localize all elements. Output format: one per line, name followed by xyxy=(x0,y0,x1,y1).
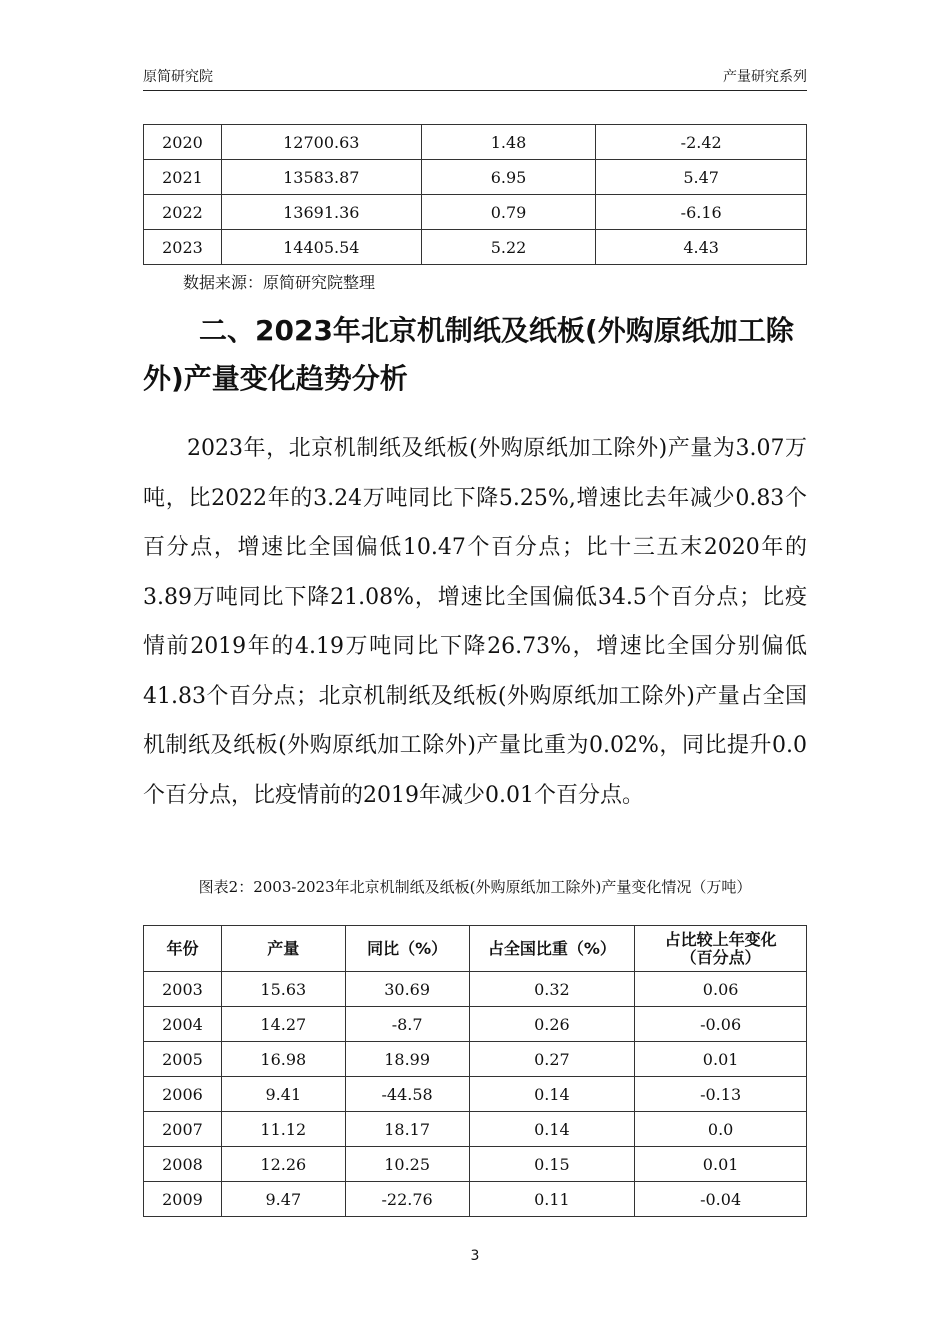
table-cell: 0.26 xyxy=(469,1007,635,1042)
table-cell: 30.69 xyxy=(345,972,469,1007)
table-cell: 10.25 xyxy=(345,1147,469,1182)
table-row xyxy=(144,1007,807,1042)
table-cell: 0.11 xyxy=(469,1182,635,1217)
table-cell: -8.7 xyxy=(345,1007,469,1042)
table-cell: 2020 xyxy=(144,125,222,160)
table-row xyxy=(144,125,807,160)
table-row xyxy=(144,1112,807,1147)
table-row xyxy=(144,230,807,265)
column-header: 占比较上年变化（百分点） xyxy=(635,926,807,972)
column-header: 占全国比重（%） xyxy=(469,926,635,972)
table-cell: 2008 xyxy=(144,1147,222,1182)
section-title: 二、2023年北京机制纸及纸板(外购原纸加工除外)产量变化趋势分析 xyxy=(143,314,794,395)
table-cell: 12700.63 xyxy=(221,125,421,160)
table-cell: 5.22 xyxy=(421,230,596,265)
table-row xyxy=(144,160,807,195)
table-cell: 16.98 xyxy=(221,1042,345,1077)
table-cell: -0.04 xyxy=(635,1182,807,1217)
table-cell: 18.17 xyxy=(345,1112,469,1147)
table-cell: 0.15 xyxy=(469,1147,635,1182)
table-cell: 4.43 xyxy=(596,230,807,265)
page-number: 3 xyxy=(470,1248,480,1264)
table-cell: 0.14 xyxy=(469,1077,635,1112)
header-org: 原简研究院 xyxy=(143,69,213,85)
table-row xyxy=(144,1147,807,1182)
table-cell: 2006 xyxy=(144,1077,222,1112)
table-row xyxy=(144,1042,807,1077)
header-series: 产量研究系列 xyxy=(723,69,807,85)
table-cell: 14.27 xyxy=(221,1007,345,1042)
table-cell: 0.14 xyxy=(469,1112,635,1147)
table-cell: 2022 xyxy=(144,195,222,230)
table-cell: 0.32 xyxy=(469,972,635,1007)
table-cell: 13583.87 xyxy=(221,160,421,195)
table-cell: -6.16 xyxy=(596,195,807,230)
column-header: 同比（%） xyxy=(345,926,469,972)
table-cell: 0.01 xyxy=(635,1147,807,1182)
table-cell: 2007 xyxy=(144,1112,222,1147)
table-cell: 9.41 xyxy=(221,1077,345,1112)
table-cell: 2021 xyxy=(144,160,222,195)
table-row xyxy=(144,972,807,1007)
table-cell: 0.06 xyxy=(635,972,807,1007)
table-cell: -0.13 xyxy=(635,1077,807,1112)
table-cell: 2003 xyxy=(144,972,222,1007)
table-cell: 13691.36 xyxy=(221,195,421,230)
table-cell: 1.48 xyxy=(421,125,596,160)
page-header xyxy=(143,64,807,91)
table-cell: -0.06 xyxy=(635,1007,807,1042)
table-cell: 9.47 xyxy=(221,1182,345,1217)
body-paragraph: 2023年，北京机制纸及纸板(外购原纸加工除外)产量为3.07万吨，比2022年的3.24万吨同比下降5.25%,增速比去年减少0.83个百分点，增速比全国偏低10.47个百分点；比十三五末2020年的3.89万吨同比下降21.08%，增速比全国偏低34.5个百分点；比疫情前2019年的4.19万吨同比下降26.73%，增速比全国分别偏低41.83个百分点；北京机制纸及纸板(外购原纸加工除外)产量占全国机制纸及纸板(外购原纸加工除外)产量比重为0.02%，同比提升0.0个百分点，比疫情前的2019年减少0.01个百分点。 xyxy=(143,436,807,808)
production-table xyxy=(143,925,807,1217)
table-cell: 15.63 xyxy=(221,972,345,1007)
table-row xyxy=(144,195,807,230)
table-continued xyxy=(143,124,807,265)
table-row xyxy=(144,1077,807,1112)
table-cell: -22.76 xyxy=(345,1182,469,1217)
table-cell: 12.26 xyxy=(221,1147,345,1182)
column-header: 年份 xyxy=(144,926,222,972)
table-cell: 0.01 xyxy=(635,1042,807,1077)
table-caption: 图表2：2003-2023年北京机制纸及纸板(外购原纸加工除外)产量变化情况（万吨） xyxy=(198,878,752,896)
table-header-row xyxy=(144,926,807,972)
table-row xyxy=(144,1182,807,1217)
table-cell: 18.99 xyxy=(345,1042,469,1077)
table-cell: 2004 xyxy=(144,1007,222,1042)
table-cell: 0.0 xyxy=(635,1112,807,1147)
table-cell: -2.42 xyxy=(596,125,807,160)
table-cell: 14405.54 xyxy=(221,230,421,265)
column-header: 产量 xyxy=(221,926,345,972)
table-cell: -44.58 xyxy=(345,1077,469,1112)
table-cell: 2009 xyxy=(144,1182,222,1217)
table-cell: 6.95 xyxy=(421,160,596,195)
data-source-note: 数据来源：原简研究院整理 xyxy=(183,273,376,292)
table-cell: 11.12 xyxy=(221,1112,345,1147)
table-cell: 0.27 xyxy=(469,1042,635,1077)
table-cell: 2005 xyxy=(144,1042,222,1077)
table-cell: 5.47 xyxy=(596,160,807,195)
table-cell: 2023 xyxy=(144,230,222,265)
table-cell: 0.79 xyxy=(421,195,596,230)
